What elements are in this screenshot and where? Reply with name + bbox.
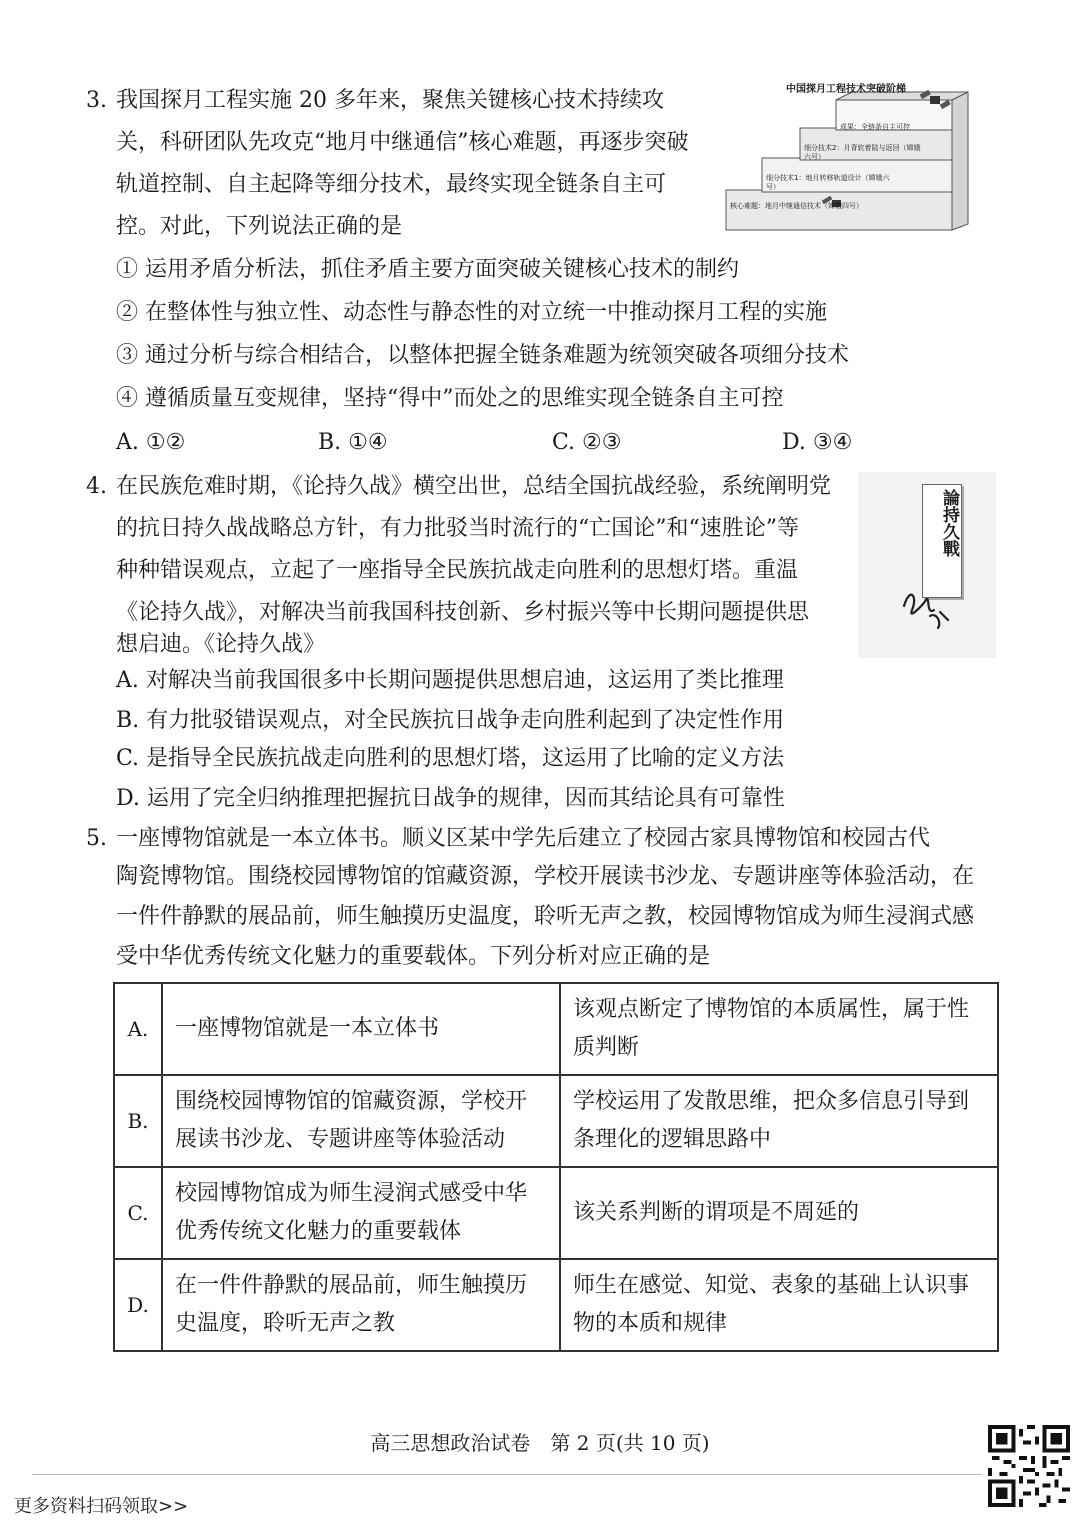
q3-statement-3: ③ 通过分析与综合相结合，以整体把握全链条难题为统领突破各项细分技术	[116, 343, 849, 368]
cell-line: 物的本质和规律	[573, 1311, 728, 1336]
cell-line: 优秀传统文化魅力的重要载体	[175, 1219, 462, 1244]
q3-statement-2: ② 在整体性与独立性、动态性与静态性的对立统一中推动探月工程的实施	[116, 300, 827, 325]
q4-option-b: B. 有力批驳错误观点，对全民族抗日战争走向胜利起到了决定性作用	[116, 708, 785, 733]
table-row	[114, 983, 998, 1075]
q4-number: 4.	[86, 474, 107, 499]
q5-stem-line-4: 受中华优秀传统文化魅力的重要载体。下列分析对应正确的是	[116, 944, 711, 969]
row-label: D.	[114, 1259, 162, 1351]
q5-number: 5.	[86, 826, 107, 851]
cell-line: 一座博物馆就是一本立体书	[175, 1016, 440, 1041]
cell-line: 史温度，聆听无声之教	[175, 1311, 396, 1336]
q3-stem-line-4: 控。对此，下列说法正确的是	[116, 214, 403, 239]
cell-line: 质判断	[573, 1035, 640, 1060]
more-resources-link[interactable]: 更多资料扫码领取>>	[14, 1496, 189, 1517]
q4-stem-line-2: 的抗日持久战战略总方针，有力批驳当时流行的“亡国论”和“速胜论”等	[116, 516, 799, 541]
q4-stem-line-1: 在民族危难时期，《论持久战》横空出世，总结全国抗战经验，系统阐明党	[116, 474, 832, 499]
stair-step-label: 细分技术2：月背软着陆与返回（嫦娥六号）	[804, 144, 921, 161]
q3-stem-line-2: 关，科研团队先攻克“地月中继通信”核心难题，再逐步突破	[116, 130, 689, 155]
q3-number: 3.	[86, 88, 107, 113]
row-label: B.	[114, 1075, 162, 1167]
stair-step-label: 核心难题：地月中继通信技术（嫦娥四号）	[730, 202, 863, 210]
q4-stem-line-5: 想启迪。《论持久战》	[116, 632, 326, 657]
row-text-left	[162, 1075, 560, 1167]
lun-chijiuzhan-book-figure	[858, 472, 996, 658]
q4-option-a: A. 对解决当前我国很多中长期问题提供思想启迪，这运用了类比推理	[116, 668, 784, 693]
q3-option-c: C. ②③	[552, 430, 622, 455]
q3-statement-1: ① 运用矛盾分析法，抓住矛盾主要方面突破关键核心技术的制约	[116, 257, 739, 282]
book-title: 論持久戰	[939, 489, 959, 557]
cell-line: 条理化的逻辑思路中	[573, 1127, 772, 1152]
q4-option-d: D. 运用了完全归纳推理把握抗日战争的规律，因而其结论具有可靠性	[116, 786, 785, 811]
row-text-right	[560, 1167, 998, 1259]
q3-option-d: D. ③④	[782, 430, 853, 455]
q3-statement-4: ④ 遵循质量互变规律，坚持“得中”而处之的思维实现全链条自主可控	[116, 386, 784, 411]
figure-title: 中国探月工程技术突破阶梯	[786, 84, 906, 95]
row-text-right	[560, 983, 998, 1075]
cell-line: 展读书沙龙、专题讲座等体验活动	[175, 1127, 506, 1152]
q5-stem-line-1: 一座博物馆就是一本立体书。顺义区某中学先后建立了校园古家具博物馆和校园古代	[116, 826, 931, 851]
signature-icon	[896, 576, 956, 636]
q5-analysis-table	[113, 982, 999, 1352]
cell-line: 校园博物馆成为师生浸润式感受中华	[175, 1181, 528, 1206]
q3-option-a: A. ①②	[116, 430, 186, 455]
table-row	[114, 1259, 998, 1351]
q3-option-b: B. ①④	[318, 430, 388, 455]
cell-line: 学校运用了发散思维，把众多信息引导到	[573, 1089, 970, 1114]
q3-stem-line-3: 轨道控制、自主起降等细分技术，最终实现全链条自主可	[116, 172, 667, 197]
row-label: A.	[114, 983, 162, 1075]
q3-stem-line-1: 我国探月工程实施 20 多年来，聚焦关键核心技术持续攻	[116, 88, 664, 113]
divider	[32, 1474, 982, 1475]
cell-line: 师生在感觉、知觉、表象的基础上认识事	[573, 1273, 970, 1298]
qr-code-icon[interactable]	[988, 1425, 1070, 1507]
table-row	[114, 1075, 998, 1167]
q4-option-c: C. 是指导全民族抗战走向胜利的思想灯塔，这运用了比喻的定义方法	[116, 746, 785, 771]
row-text-left	[162, 1259, 560, 1351]
moon-exploration-staircase-figure	[722, 78, 972, 238]
cell-line: 该关系判断的谓项是不周延的	[573, 1200, 860, 1225]
q4-stem-line-3: 种种错误观点，立起了一座指导全民族抗战走向胜利的思想灯塔。重温	[116, 558, 799, 583]
row-text-right	[560, 1259, 998, 1351]
q4-stem-line-4: 《论持久战》，对解决当前我国科技创新、乡村振兴等中长期问题提供思	[116, 600, 810, 625]
q5-stem-line-2: 陶瓷博物馆。围绕校园博物馆的馆藏资源，学校开展读书沙龙、专题讲座等体验活动，在	[116, 864, 975, 889]
stair-step-label: 成果：全链条自主可控	[840, 123, 910, 131]
row-label: C.	[114, 1167, 162, 1259]
row-text-left	[162, 983, 560, 1075]
row-text-right	[560, 1075, 998, 1167]
page-footer: 高三思想政治试卷 第 2 页(共 10 页)	[370, 1431, 710, 1455]
cell-line: 该观点断定了博物馆的本质属性，属于性	[573, 997, 970, 1022]
table-row	[114, 1167, 998, 1259]
row-text-left	[162, 1167, 560, 1259]
stair-step-label: 细分技术1：地月转移轨道设计（嫦娥六号）	[766, 174, 890, 191]
q5-stem-line-3: 一件件静默的展品前，师生触摸历史温度，聆听无声之教，校园博物馆成为师生浸润式感	[116, 904, 975, 929]
cell-line: 围绕校园博物馆的馆藏资源，学校开	[175, 1089, 528, 1114]
cell-line: 在一件件静默的展品前，师生触摸历	[175, 1273, 528, 1298]
